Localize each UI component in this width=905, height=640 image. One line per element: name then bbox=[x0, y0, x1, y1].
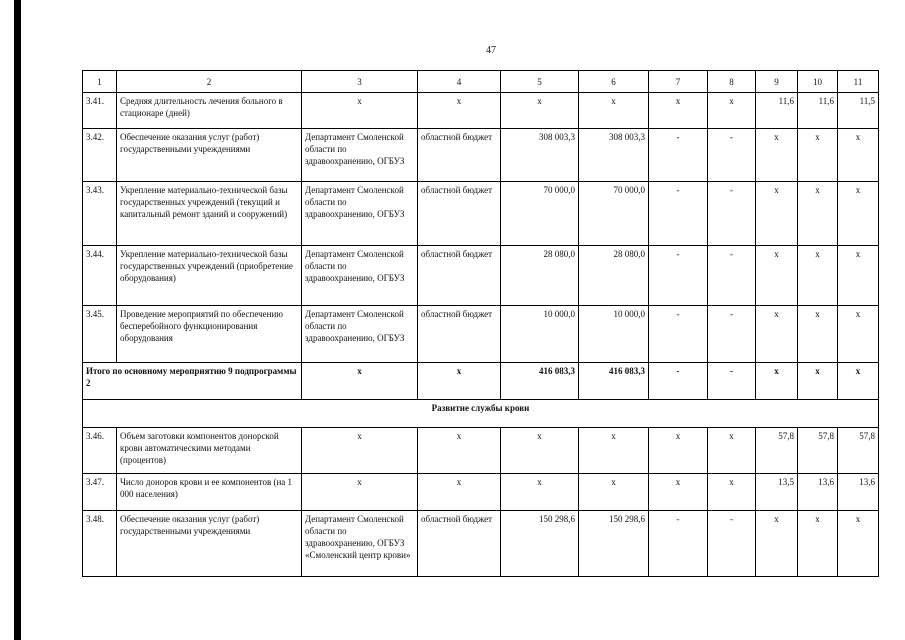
total-col5: 416 083,3 bbox=[501, 363, 579, 400]
section-row bbox=[83, 400, 879, 428]
row-col6: 70 000,0 bbox=[579, 182, 649, 246]
row-col6: 28 080,0 bbox=[579, 246, 649, 306]
section-title: Развитие службы крови bbox=[83, 400, 879, 428]
column-header: 10 bbox=[798, 71, 838, 93]
row-executor: х bbox=[302, 428, 418, 474]
row-source: х bbox=[418, 93, 501, 129]
table-row bbox=[83, 129, 879, 182]
row-col5: х bbox=[501, 474, 579, 511]
row-source: областной бюджет bbox=[418, 129, 501, 182]
row-name: Средняя длительность лечения больного в стационаре (дней) bbox=[117, 93, 302, 129]
row-source: областной бюджет bbox=[418, 511, 501, 577]
row-col8: - bbox=[708, 306, 756, 363]
column-header: 3 bbox=[302, 71, 418, 93]
row-col9: х bbox=[756, 511, 798, 577]
row-number: 3.47. bbox=[83, 474, 117, 511]
column-header: 9 bbox=[756, 71, 798, 93]
row-col7: х bbox=[649, 93, 708, 129]
row-executor: Департамент Смоленской области по здравоохранению, ОГБУЗ bbox=[302, 306, 418, 363]
row-col8: - bbox=[708, 182, 756, 246]
row-col7: - bbox=[649, 306, 708, 363]
row-col9: х bbox=[756, 129, 798, 182]
row-number: 3.46. bbox=[83, 428, 117, 474]
row-executor: х bbox=[302, 474, 418, 511]
column-header: 1 bbox=[83, 71, 117, 93]
row-col5: 10 000,0 bbox=[501, 306, 579, 363]
row-executor: х bbox=[302, 93, 418, 129]
row-col6: 150 298,6 bbox=[579, 511, 649, 577]
row-col6: х bbox=[579, 93, 649, 129]
row-col10: х bbox=[798, 306, 838, 363]
table-row bbox=[83, 93, 879, 129]
row-source: областной бюджет bbox=[418, 182, 501, 246]
row-col5: х bbox=[501, 93, 579, 129]
total-label: Итого по основному мероприятию 9 подпрограммы 2 bbox=[83, 363, 302, 400]
row-col6: 308 003,3 bbox=[579, 129, 649, 182]
row-col7: - bbox=[649, 511, 708, 577]
row-col6: х bbox=[579, 474, 649, 511]
table-row bbox=[83, 306, 879, 363]
table-row bbox=[83, 182, 879, 246]
row-name: Проведение мероприятий по обеспечению бесперебойного функционирования оборудования bbox=[117, 306, 302, 363]
row-col9: х bbox=[756, 306, 798, 363]
column-header: 8 bbox=[708, 71, 756, 93]
row-executor: Департамент Смоленской области по здравоохранению, ОГБУЗ bbox=[302, 246, 418, 306]
row-source: областной бюджет bbox=[418, 306, 501, 363]
total-col6: 416 083,3 bbox=[579, 363, 649, 400]
column-header: 6 bbox=[579, 71, 649, 93]
row-source: х bbox=[418, 428, 501, 474]
row-col5: 308 003,3 bbox=[501, 129, 579, 182]
row-col5: 150 298,6 bbox=[501, 511, 579, 577]
row-col10: х bbox=[798, 129, 838, 182]
row-col9: 13,5 bbox=[756, 474, 798, 511]
row-col10: 13,6 bbox=[798, 474, 838, 511]
row-col9: х bbox=[756, 182, 798, 246]
row-col11: х bbox=[838, 246, 879, 306]
row-col8: - bbox=[708, 511, 756, 577]
row-executor: Департамент Смоленской области по здравоохранению, ОГБУЗ bbox=[302, 182, 418, 246]
total-source: х bbox=[418, 363, 501, 400]
row-col8: х bbox=[708, 474, 756, 511]
total-col8: - bbox=[708, 363, 756, 400]
row-col9: 11,6 bbox=[756, 93, 798, 129]
row-col7: - bbox=[649, 129, 708, 182]
row-col9: х bbox=[756, 246, 798, 306]
total-col7: - bbox=[649, 363, 708, 400]
row-name: Обеспечение оказания услуг (работ) государственными учреждениями bbox=[117, 129, 302, 182]
total-row bbox=[83, 363, 879, 400]
row-number: 3.41. bbox=[83, 93, 117, 129]
row-col11: 57,8 bbox=[838, 428, 879, 474]
row-col10: х bbox=[798, 511, 838, 577]
row-number: 3.42. bbox=[83, 129, 117, 182]
row-col11: х bbox=[838, 182, 879, 246]
table-row bbox=[83, 511, 879, 577]
total-col9: х bbox=[756, 363, 798, 400]
row-number: 3.45. bbox=[83, 306, 117, 363]
row-col7: - bbox=[649, 182, 708, 246]
column-header: 4 bbox=[418, 71, 501, 93]
total-col10: х bbox=[798, 363, 838, 400]
row-number: 3.44. bbox=[83, 246, 117, 306]
row-name: Укрепление материально-технической базы государственных учреждений (текущий и капитальный ремонт зданий и сооружений) bbox=[117, 182, 302, 246]
row-col7: - bbox=[649, 246, 708, 306]
total-executor: х bbox=[302, 363, 418, 400]
row-col10: 57,8 bbox=[798, 428, 838, 474]
row-col11: 11,5 bbox=[838, 93, 879, 129]
row-col5: 28 080,0 bbox=[501, 246, 579, 306]
row-col11: 13,6 bbox=[838, 474, 879, 511]
row-col11: х bbox=[838, 129, 879, 182]
row-name: Объем заготовки компонентов донорской крови автоматическими методами (процентов) bbox=[117, 428, 302, 474]
row-name: Укрепление материально-технической базы государственных учреждений (приобретение оборудования) bbox=[117, 246, 302, 306]
table-row bbox=[83, 474, 879, 511]
row-col5: х bbox=[501, 428, 579, 474]
row-col11: х bbox=[838, 511, 879, 577]
row-name: Обеспечение оказания услуг (работ) государственными учреждениями bbox=[117, 511, 302, 577]
row-col8: - bbox=[708, 246, 756, 306]
row-col10: х bbox=[798, 182, 838, 246]
row-col10: 11,6 bbox=[798, 93, 838, 129]
row-executor: Департамент Смоленской области по здравоохранению, ОГБУЗ bbox=[302, 129, 418, 182]
row-number: 3.48. bbox=[83, 511, 117, 577]
column-number-header bbox=[83, 71, 879, 93]
row-name: Число доноров крови и ее компонентов (на 1 000 населения) bbox=[117, 474, 302, 511]
column-header: 7 bbox=[649, 71, 708, 93]
row-col11: х bbox=[838, 306, 879, 363]
row-col6: х bbox=[579, 428, 649, 474]
row-executor: Департамент Смоленской области по здравоохранению, ОГБУЗ «Смоленский центр крови» bbox=[302, 511, 418, 577]
row-col8: - bbox=[708, 129, 756, 182]
binding-bar bbox=[14, 0, 21, 640]
row-source: х bbox=[418, 474, 501, 511]
row-col8: х bbox=[708, 428, 756, 474]
page-number: 47 bbox=[486, 45, 496, 56]
total-col11: х bbox=[838, 363, 879, 400]
row-number: 3.43. bbox=[83, 182, 117, 246]
column-header: 11 bbox=[838, 71, 879, 93]
column-header: 2 bbox=[117, 71, 302, 93]
program-table bbox=[82, 70, 879, 577]
row-col10: х bbox=[798, 246, 838, 306]
row-col8: х bbox=[708, 93, 756, 129]
row-source: областной бюджет bbox=[418, 246, 501, 306]
row-col9: 57,8 bbox=[756, 428, 798, 474]
row-col5: 70 000,0 bbox=[501, 182, 579, 246]
column-header: 5 bbox=[501, 71, 579, 93]
row-col7: х bbox=[649, 428, 708, 474]
table-row bbox=[83, 246, 879, 306]
row-col7: х bbox=[649, 474, 708, 511]
table-row bbox=[83, 428, 879, 474]
row-col6: 10 000,0 bbox=[579, 306, 649, 363]
